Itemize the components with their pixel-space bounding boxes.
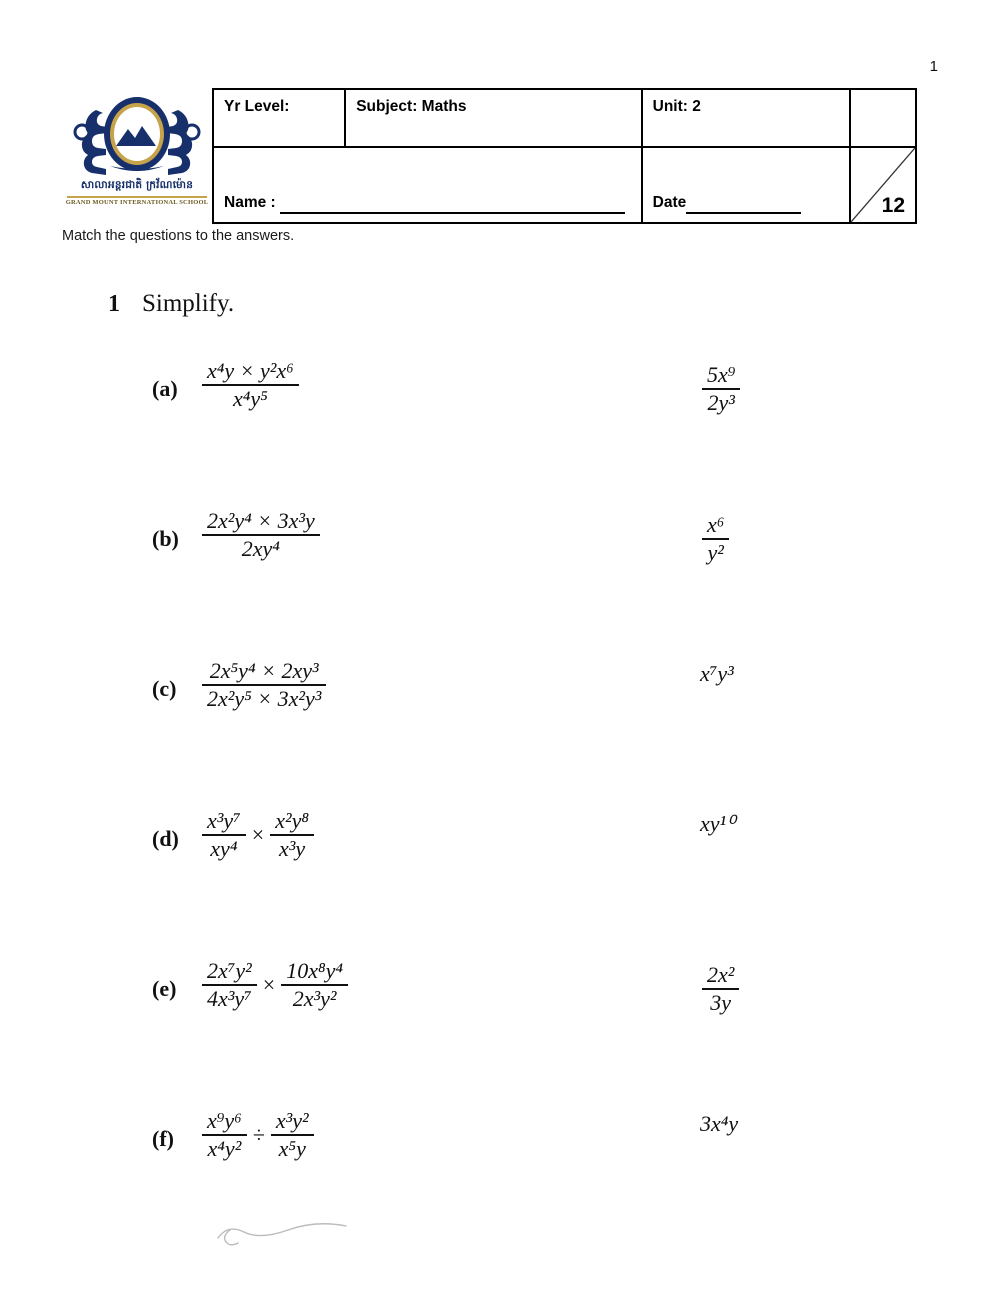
question-label-f: (f) — [152, 1126, 174, 1151]
mark-cell[interactable] — [850, 147, 916, 223]
answer-expression-5 — [700, 962, 741, 1016]
school-name-english: GRAND MOUNT INTERNATIONAL SCHOOL — [65, 199, 209, 206]
fraction-denominator: 2y³ — [707, 389, 735, 415]
worksheet-header — [62, 88, 917, 217]
handwritten-arrow-mark — [212, 1208, 352, 1253]
question-answer-rows — [0, 350, 1000, 1250]
answer-expression-3 — [700, 662, 734, 686]
mark-value: 12 — [881, 194, 905, 217]
table-row — [213, 89, 916, 147]
question-label-d: (d) — [152, 826, 179, 851]
fraction-numerator: 10x⁸y⁴ — [286, 958, 344, 983]
logo-divider — [67, 196, 207, 198]
question-expression-b — [200, 508, 322, 562]
fraction-denominator: 3y — [710, 989, 732, 1015]
date-label: Date — [652, 194, 687, 211]
date-cell[interactable] — [642, 147, 850, 223]
fraction-denominator: 2x³y² — [292, 985, 337, 1011]
fraction-denominator: y² — [707, 539, 724, 565]
fraction-denominator: xy⁴ — [210, 835, 238, 861]
fraction-denominator: x³y — [279, 835, 306, 861]
fraction-denominator: 2xy⁴ — [241, 535, 280, 561]
fraction-denominator: 2x²y⁵ × 3x²y³ — [207, 685, 322, 711]
problem-row — [0, 500, 1000, 650]
answer-expression-2 — [700, 512, 731, 566]
name-input-line[interactable] — [280, 194, 625, 214]
fraction-numerator: 2x⁵y⁴ × 2xy³ — [209, 658, 319, 683]
operator-times: × — [251, 821, 265, 847]
answer-value: x⁷y³ — [700, 661, 734, 686]
school-crest-icon — [66, 92, 208, 178]
school-logo — [62, 88, 212, 212]
yr-level-cell[interactable]: Yr Level: — [213, 89, 345, 147]
question-expression-f — [200, 1108, 316, 1162]
fraction-numerator: 5x⁹ — [707, 362, 736, 387]
answer-expression-6 — [700, 1112, 738, 1136]
problem-row — [0, 1100, 1000, 1250]
question-label-e: (e) — [152, 976, 177, 1001]
fraction-numerator: 2x⁷y² — [207, 958, 252, 983]
table-row — [213, 147, 916, 223]
question-expression-c — [200, 658, 328, 712]
fraction-numerator: x⁶ — [707, 512, 725, 537]
fraction-numerator: x⁹y⁶ — [207, 1108, 242, 1133]
fraction-numerator: x³y⁷ — [207, 808, 241, 833]
name-cell[interactable] — [213, 147, 642, 223]
fraction-denominator: 4x³y⁷ — [207, 985, 252, 1011]
school-name-khmer: សាលាអន្តរជាតិ ក្រវ័ណម៉ោន — [80, 179, 194, 191]
exercise-number: 1 — [108, 291, 120, 317]
fraction-numerator: x²y⁸ — [275, 808, 309, 833]
instruction-text: Match the questions to the answers. — [62, 228, 295, 244]
fraction-denominator: x⁵y — [278, 1135, 306, 1161]
exercise-heading — [108, 290, 234, 318]
answer-expression-1 — [700, 362, 742, 416]
answer-value: xy¹⁰ — [700, 811, 735, 836]
question-expression-a — [200, 358, 301, 412]
header-info-table — [212, 88, 917, 224]
answer-value: 3x⁴y — [700, 1111, 739, 1136]
operator-divide: ÷ — [252, 1121, 265, 1147]
mark-cell-top — [850, 89, 916, 147]
question-label-a: (a) — [152, 376, 178, 401]
fraction-numerator: x³y² — [275, 1108, 309, 1133]
question-expression-d — [200, 808, 316, 862]
fraction-numerator: 2x²y⁴ × 3x³y — [207, 508, 315, 533]
exercise-title: Simplify. — [142, 290, 235, 317]
problem-row — [0, 800, 1000, 950]
fraction-denominator: x⁴y² — [207, 1135, 242, 1161]
question-expression-e — [200, 958, 350, 1012]
fraction-denominator: x⁴y⁵ — [232, 385, 268, 411]
fraction-numerator: x⁴y × y²x⁶ — [207, 358, 294, 383]
unit-cell[interactable]: Unit: 2 — [642, 89, 850, 147]
fraction-numerator: 2x² — [707, 962, 735, 987]
date-input-line[interactable] — [686, 194, 801, 214]
page-number: 1 — [929, 58, 938, 75]
question-label-b: (b) — [152, 526, 179, 551]
question-label-c: (c) — [152, 676, 177, 701]
problem-row — [0, 650, 1000, 800]
operator-times: × — [262, 971, 276, 997]
subject-cell[interactable]: Subject: Maths — [345, 89, 641, 147]
problem-row — [0, 950, 1000, 1100]
problem-row — [0, 350, 1000, 500]
name-label: Name : — [224, 194, 276, 211]
answer-expression-4 — [700, 812, 735, 836]
